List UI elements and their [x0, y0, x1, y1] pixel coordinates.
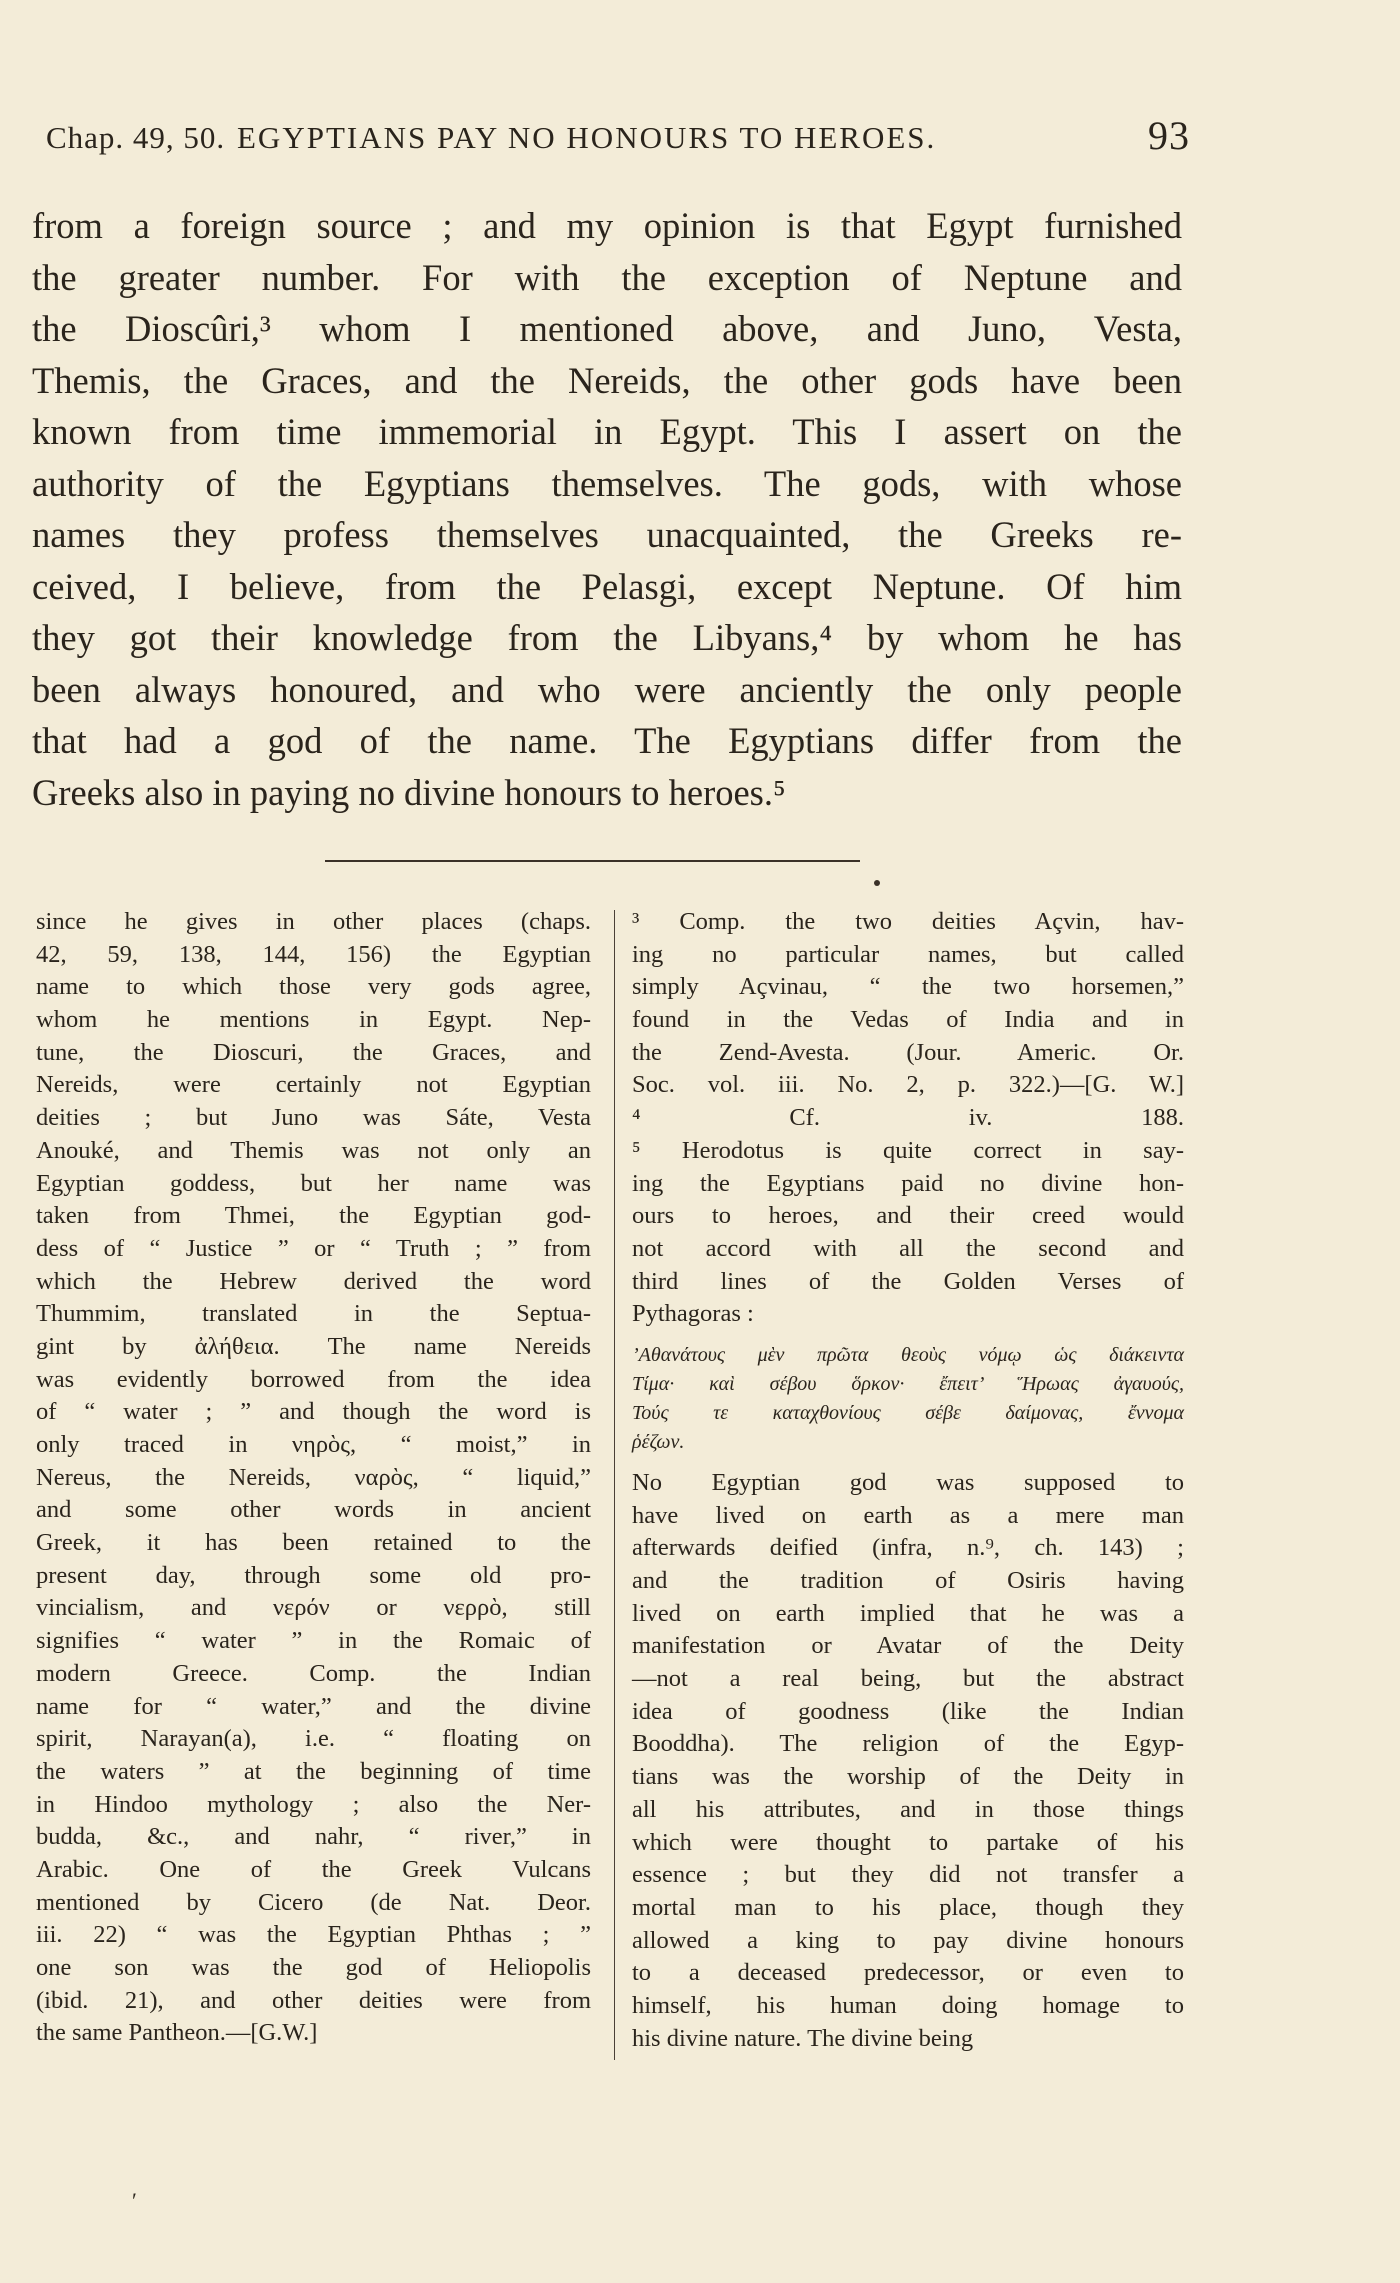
footnote-line: signifies “ water ” in the Romaic of: [36, 1627, 591, 1655]
footnote-line: manifestation or Avatar of the Deity: [632, 1632, 1184, 1660]
footnote-line: iii. 22) “ was the Egyptian Phthas ; ”: [36, 1921, 591, 1949]
footnote-line: Anouké, and Themis was not only an: [36, 1136, 591, 1164]
footnote-line: Nereus, the Nereids, ναρὸς, “ liquid,”: [36, 1463, 591, 1491]
footnote-line: allowed a king to pay divine honours: [632, 1926, 1184, 1954]
footnote-line: name for “ water,” and the divine: [36, 1692, 591, 1720]
text-line: ceived, I believe, from the Pelasgi, except Neptune. Of him: [32, 565, 1182, 607]
footnote-line: spirit, Narayan(a), i.e. “ floating on: [36, 1725, 591, 1753]
footnote-line: essence ; but they did not transfer a: [632, 1861, 1184, 1889]
golden-verses-greek: [632, 1341, 1184, 1457]
footnote-column-right: [632, 906, 1184, 2055]
footnote-line: budda, &c., and nahr, “ river,” in: [36, 1823, 591, 1851]
footnote-line: only traced in νηρὸς, “ moist,” in: [36, 1431, 591, 1458]
footnote-line: 42, 59, 138, 144, 156) the Egyptian: [36, 940, 591, 968]
footnote-line: in Hindoo mythology ; also the Ner-: [36, 1790, 591, 1818]
footnote-line: —not a real being, but the abstract: [632, 1665, 1184, 1693]
text-line: Greeks also in paying no divine honours to heroes.⁵: [32, 771, 786, 813]
footnote-line: was evidently borrowed from the idea: [36, 1365, 591, 1393]
greek-verse-line: ’Αθανάτους μὲν πρῶτα θεοὺς νόμῳ ὡς διάκειντα: [632, 1343, 1184, 1366]
footnote-line: lived on earth implied that he was a: [632, 1599, 1184, 1627]
footnote-line: have lived on earth as a mere man: [632, 1501, 1184, 1529]
footnote-line: afterwards deified (infra, n.⁹, ch. 143) ;: [632, 1534, 1184, 1562]
footnote-line: the Zend-Avesta. (Jour. Americ. Or.: [632, 1038, 1184, 1066]
footnote-line: Soc. vol. iii. No. 2, p. 322.)—[G. W.]: [632, 1071, 1184, 1099]
footnote-line: modern Greece. Comp. the Indian: [36, 1659, 591, 1687]
footnote-line: himself, his human doing homage to: [632, 1991, 1184, 2019]
footnote-line: gint by ἀλήθεια. The name Nereids: [36, 1332, 591, 1360]
footnote-line: the same Pantheon.—[G.W.]: [36, 2019, 318, 2047]
footnote-line: ing the Egyptians paid no divine hon-: [632, 1169, 1184, 1197]
text-line: the Dioscûri,³ whom I mentioned above, and Juno, Vesta,: [32, 308, 1182, 349]
text-line: authority of the Egyptians themselves. The gods, with whose: [32, 462, 1182, 504]
running-title: EGYPTIANS PAY NO HONOURS TO HEROES.: [237, 120, 937, 155]
footnote-line: Egyptian goddess, but her name was: [36, 1169, 591, 1197]
footnote-line: since he gives in other places (chaps.: [36, 908, 591, 935]
footnote-line: the waters ” at the beginning of time: [36, 1757, 591, 1785]
text-line: the greater number. For with the exception of Neptune and: [32, 256, 1182, 298]
footnote-line: vincialism, and νερόν or νερρὸ, still: [36, 1594, 591, 1622]
text-line: they got their knowledge from the Libyans,⁴ by whom he has: [32, 617, 1182, 658]
footnote-line: to a deceased predecessor, or even to: [632, 1959, 1184, 1987]
footnote-line: not accord with all the second and: [632, 1234, 1184, 1262]
greek-verse-line: Τούς τε καταχθονίους σέβε δαίμονας, ἔννομα: [632, 1401, 1184, 1424]
footnote-line: tune, the Dioscuri, the Graces, and: [36, 1038, 591, 1066]
footnote-line: Pythagoras :: [632, 1300, 754, 1328]
footnote-line: tians was the worship of the Deity in: [632, 1763, 1184, 1791]
footnote-line: Arabic. One of the Greek Vulcans: [36, 1855, 591, 1883]
footnote-line: mentioned by Cicero (de Nat. Deor.: [36, 1888, 591, 1916]
footnote-line: whom he mentions in Egypt. Nep-: [36, 1006, 591, 1034]
footnote-5-continuation: [632, 1467, 1184, 2055]
text-line: that had a god of the name. The Egyptians differ from the: [32, 720, 1182, 761]
text-line: from a foreign source ; and my opinion is that Egypt furnished: [32, 205, 1182, 246]
footnote-line: ⁴ Cf. iv. 188.: [632, 1104, 1184, 1132]
footnote-line: Thummim, translated in the Septua-: [36, 1300, 591, 1328]
footnote-line: ours to heroes, and their creed would: [632, 1202, 1184, 1230]
ink-dot: [874, 880, 880, 886]
footnote-line: ³ Comp. the two deities Açvin, hav-: [632, 908, 1184, 935]
text-line: known from time immemorial in Egypt. This I assert on the: [32, 411, 1182, 452]
text-line: Themis, the Graces, and the Nereids, the other gods have been: [32, 359, 1182, 401]
greek-verse-line: Τίμα· καὶ σέβου ὅρκον· ἔπειτ’ Ἥρωας ἀγαυούς,: [632, 1372, 1184, 1395]
footnote-line: simply Açvinau, “ the two horsemen,”: [632, 973, 1184, 1001]
chapter-reference: Chap. 49, 50.: [46, 120, 226, 155]
footnote-line: which the Hebrew derived the word: [36, 1267, 591, 1295]
footnote-column-left: [36, 906, 591, 2050]
footnote-line: mortal man to his place, though they: [632, 1893, 1184, 1921]
main-text: [32, 200, 1182, 818]
footnote-line: ing no particular names, but called: [632, 940, 1184, 968]
footnote-line: one son was the god of Heliopolis: [36, 1954, 591, 1981]
footnote-line: of “ water ; ” and though the word is: [36, 1398, 591, 1426]
footnote-line: idea of goodness (like the Indian: [632, 1697, 1184, 1725]
footnotes-3-4-5: [632, 906, 1184, 1331]
footnote-line: his divine nature. The divine being: [632, 2024, 974, 2052]
running-header: [30, 113, 1190, 162]
footnote-line: Greek, it has been retained to the: [36, 1529, 591, 1557]
footnote-line: Booddha). The religion of the Egyp-: [632, 1730, 1184, 1758]
footnote-line: deities ; but Juno was Sáte, Vesta: [36, 1104, 591, 1132]
footnote-line: and some other words in ancient: [36, 1496, 591, 1524]
footnote-line: ⁵ Herodotus is quite correct in say-: [632, 1136, 1184, 1164]
footnote-line: Nereids, were certainly not Egyptian: [36, 1071, 591, 1099]
footnote-line: dess of “ Justice ” or “ Truth ; ” from: [36, 1234, 591, 1262]
page-number: 93: [1148, 113, 1190, 158]
footnote-line: taken from Thmei, the Egyptian god-: [36, 1202, 591, 1230]
footnote-line: name to which those very gods agree,: [36, 973, 591, 1001]
footnote-line: which were thought to partake of his: [632, 1828, 1184, 1856]
column-divider: [614, 910, 615, 2060]
greek-verse-line: ῥέζων.: [632, 1430, 685, 1453]
footnote-line: found in the Vedas of India and in: [632, 1006, 1184, 1034]
text-line: names they profess themselves unacquainted, the Greeks re-: [32, 514, 1182, 555]
footnote-line: third lines of the Golden Verses of: [632, 1267, 1184, 1295]
footnote-line: (ibid. 21), and other deities were from: [36, 1986, 591, 2014]
stray-mark: ′: [132, 2188, 137, 2213]
text-line: been always honoured, and who were anciently the only people: [32, 668, 1182, 710]
footnote-line: present day, through some old pro-: [36, 1561, 591, 1589]
footnote-line: all his attributes, and in those things: [632, 1795, 1184, 1823]
footnote-line: No Egyptian god was supposed to: [632, 1468, 1184, 1496]
footnote-line: and the tradition of Osiris having: [632, 1567, 1184, 1594]
footnote-rule: [325, 860, 860, 862]
